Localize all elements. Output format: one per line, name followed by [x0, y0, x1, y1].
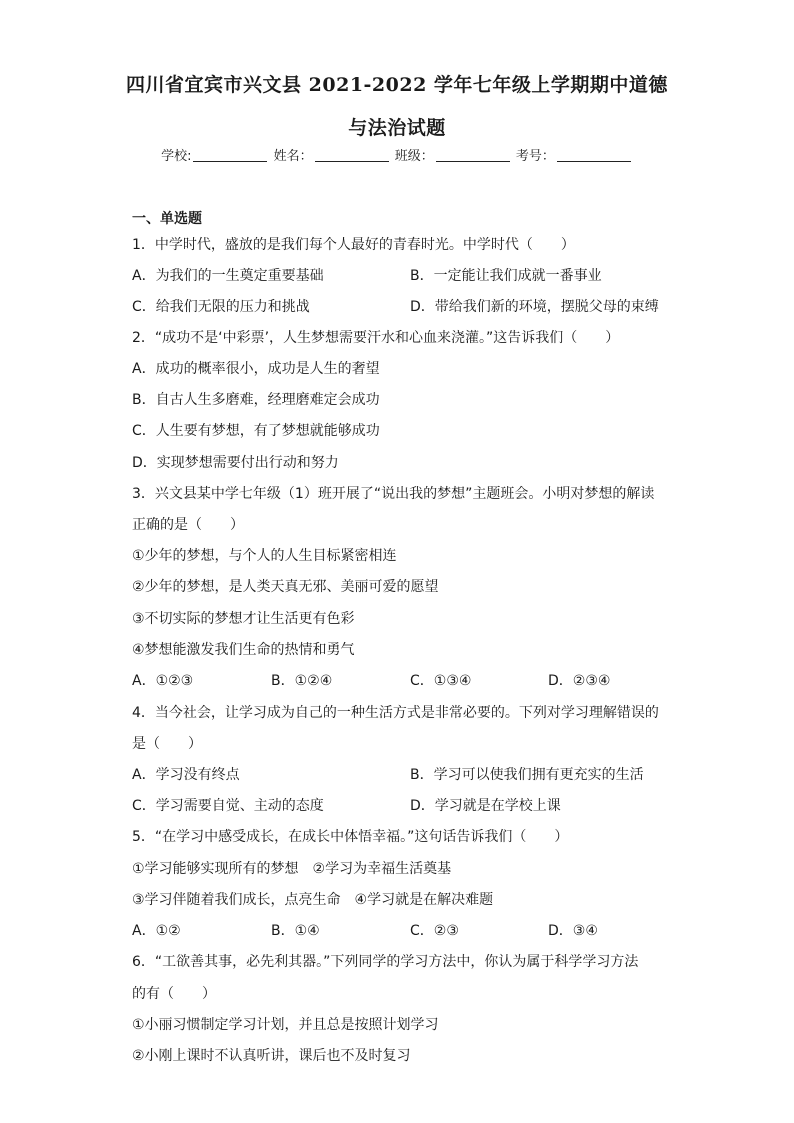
q2-option-a: A．成功的概率很小，成功是人生的奢望	[132, 361, 380, 377]
q4-option-a: A．学习没有终点	[132, 767, 240, 783]
exam-title-line2: 与法治试题	[348, 117, 446, 139]
q6-statement-2: ②小刚上课时不认真听讲，课后也不及时复习	[132, 1048, 411, 1064]
q1-stem: 1．中学时代，盛放的是我们每个人最好的青春时光。中学时代（ ）	[132, 237, 575, 253]
q6-statement-1: ①小丽习惯制定学习计划，并且总是按照计划学习	[132, 1017, 439, 1033]
number-blank	[557, 161, 631, 162]
q6-stem-line1: 6．“工欲善其事，必先利其器。”下列同学的学习方法中，你认为属于科学学习方法	[132, 954, 639, 970]
section-heading: 一、单选题	[132, 211, 202, 227]
q1-option-c: C．给我们无限的压力和挑战	[132, 299, 310, 315]
q1-option-d: D．带给我们新的环境，摆脱父母的束缚	[410, 299, 659, 315]
q1-option-b: B．一定能让我们成就一番事业	[410, 268, 602, 284]
q6-stem-line2: 的有（ ）	[132, 986, 216, 1002]
q4-option-d: D．学习就是在学校上课	[410, 798, 561, 814]
class-label: 班级：	[394, 149, 434, 164]
exam-title-line1: 四川省宜宾市兴文县 2021-2022 学年七年级上学期期中道德	[126, 74, 668, 96]
q4-option-b: B．学习可以使我们拥有更充实的生活	[410, 767, 644, 783]
q2-option-c: C．人生要有梦想，有了梦想就能够成功	[132, 423, 380, 439]
q3-option-d: D．②③④	[548, 673, 611, 689]
q3-option-c: C．①③④	[410, 673, 472, 689]
q5-option-b: B．①④	[271, 923, 320, 939]
q5-option-a: A．①②	[132, 923, 181, 939]
name-blank	[315, 161, 389, 162]
q3-statement-3: ③不切实际的梦想才让生活更有色彩	[132, 611, 355, 627]
number-label: 考号：	[515, 149, 555, 164]
class-blank	[436, 161, 510, 162]
name-label: 姓名：	[273, 149, 313, 164]
q3-option-a: A．①②③	[132, 673, 194, 689]
q3-statement-2: ②少年的梦想，是人类天真无邪、美丽可爱的愿望	[132, 579, 439, 595]
q2-stem: 2．“成功不是‘中彩票’，人生梦想需要汗水和心血来浇灌。”这告诉我们（ ）	[132, 330, 620, 346]
q3-stem-line1: 3．兴文县某中学七年级（1）班开展了“说出我的梦想”主题班会。小明对梦想的解读	[132, 486, 655, 502]
student-info-row	[0, 145, 794, 164]
q5-statements-3-4: ③学习伴随着我们成长，点亮生命 ④学习就是在解决难题	[132, 892, 494, 908]
q2-option-d: D．实现梦想需要付出行动和努力	[132, 455, 339, 471]
q3-option-b: B．①②④	[271, 673, 333, 689]
q5-statements-1-2: ①学习能够实现所有的梦想 ②学习为幸福生活奠基	[132, 861, 452, 877]
q5-option-c: C．②③	[410, 923, 459, 939]
q4-stem-line1: 4．当今社会，让学习成为自己的一种生活方式是非常必要的。下列对学习理解错误的	[132, 705, 659, 721]
q3-stem-line2: 正确的是（ ）	[132, 517, 244, 533]
q5-stem: 5．“在学习中感受成长，在成长中体悟幸福。”这句话告诉我们（ ）	[132, 829, 569, 845]
school-blank	[193, 161, 267, 162]
q1-option-a: A．为我们的一生奠定重要基础	[132, 268, 324, 284]
q5-option-d: D．③④	[548, 923, 598, 939]
school-label: 学校:	[161, 149, 192, 164]
q4-stem-line2: 是（ ）	[132, 736, 202, 752]
q3-statement-1: ①少年的梦想，与个人的人生目标紧密相连	[132, 548, 397, 564]
q4-option-c: C．学习需要自觉、主动的态度	[132, 798, 324, 814]
q2-option-b: B．自古人生多磨难，经理磨难定会成功	[132, 392, 380, 408]
q3-statement-4: ④梦想能激发我们生命的热情和勇气	[132, 642, 355, 658]
